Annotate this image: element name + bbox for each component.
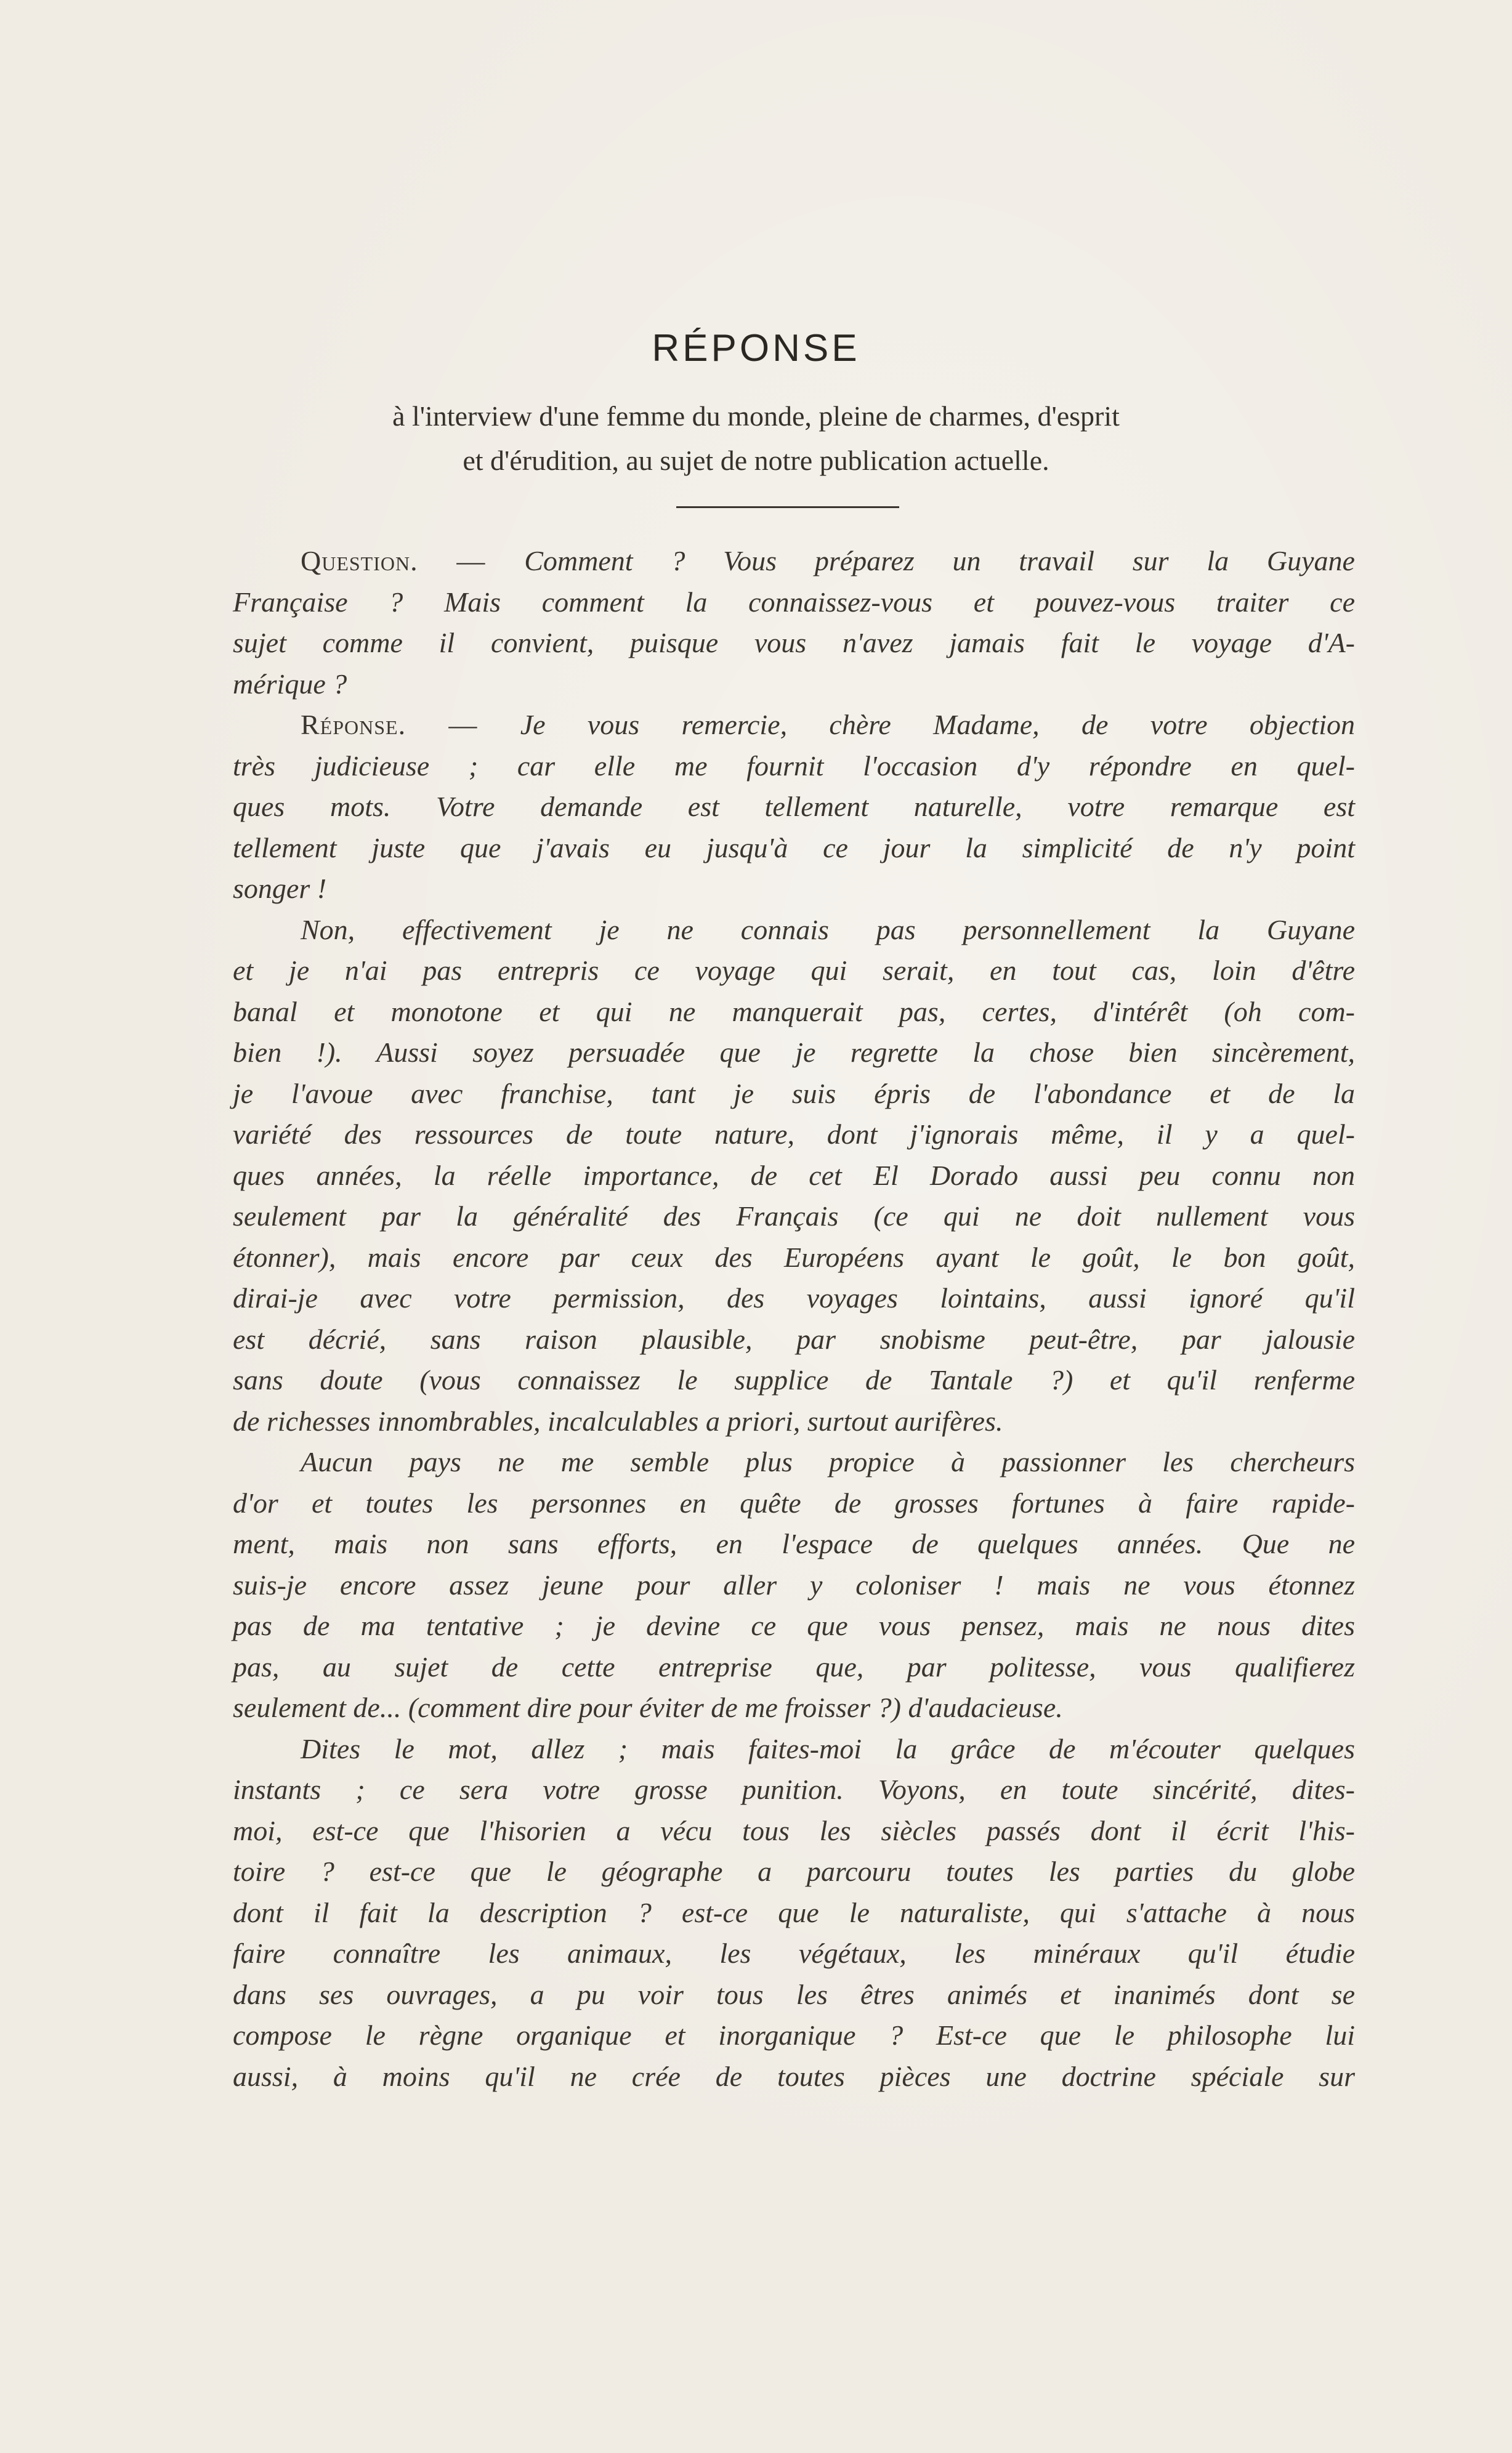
text-line: [233, 623, 1355, 664]
line-text: songer !: [233, 873, 327, 904]
text-line: [233, 1729, 1355, 1770]
line-text: Française ? Mais comment la connaissez-vous et pouvez-vous traiter ce: [233, 586, 1355, 618]
text-line: [233, 1360, 1355, 1401]
text-line: [233, 1278, 1355, 1319]
speaker-label: Réponse. —: [301, 709, 520, 740]
line-text: de richesses innombrables, incalculables a priori, surtout aurifères.: [233, 1405, 1003, 1437]
line-text: pas, au sujet de cette entreprise que, par politesse, vous qualifierez: [233, 1651, 1355, 1683]
line-text: pas de ma tentative ; je devine ce que vous pensez, mais ne nous dites: [233, 1610, 1355, 1641]
line-text: toire ? est-ce que le géographe a parcouru toutes les parties du globe: [233, 1856, 1355, 1887]
line-text: sujet comme il convient, puisque vous n'avez jamais fait le voyage d'A-: [233, 627, 1355, 658]
line-text: Comment ? Vous préparez un travail sur la Guyane: [524, 545, 1355, 576]
text-line: [233, 1565, 1355, 1606]
text-line: [233, 992, 1355, 1033]
text-line: [233, 1974, 1355, 2016]
line-text: Non, effectivement je ne connais pas personnellement la Guyane: [301, 913, 1355, 945]
line-text: dirai-je avec votre permission, des voyages lointains, aussi ignoré qu'il: [233, 1282, 1355, 1314]
page-title: RÉPONSE: [652, 327, 860, 370]
text-line: [233, 828, 1355, 869]
text-line: [233, 786, 1355, 828]
body-text: [233, 541, 1355, 2097]
line-text: banal et monotone et qui ne manquerait pas, certes, d'intérêt (oh com-: [233, 995, 1355, 1027]
text-line: [233, 910, 1355, 951]
line-text: aussi, à moins qu'il ne crée de toutes pièces une doctrine spéciale sur: [233, 2060, 1355, 2092]
subtitle: [0, 394, 1512, 483]
text-line: [233, 1933, 1355, 1974]
line-text: seulement de... (comment dire pour éviter de me froisser ?) d'audacieuse.: [233, 1692, 1063, 1723]
line-text: ques années, la réelle importance, de cet El Dorado aussi peu connu non: [233, 1159, 1355, 1191]
text-line: [233, 1442, 1355, 1483]
text-line: [233, 1687, 1355, 1729]
text-line: [233, 1647, 1355, 1688]
text-line: [233, 541, 1355, 582]
line-text: je l'avoue avec franchise, tant je suis épris de l'abondance et de la: [233, 1077, 1355, 1109]
line-text: seulement par la généralité des Français (ce qui ne doit nullement vous: [233, 1200, 1355, 1232]
line-text: bien !). Aussi soyez persuadée que je regrette la chose bien sincèrement,: [233, 1037, 1355, 1068]
text-line: [233, 1524, 1355, 1565]
text-line: [233, 868, 1355, 910]
line-text: Aucun pays ne me semble plus propice à passionner les chercheurs: [301, 1446, 1355, 1477]
line-text: et je n'ai pas entrepris ce voyage qui serait, en tout cas, loin d'être: [233, 955, 1355, 986]
line-text: faire connaître les animaux, les végétaux, les minéraux qu'il étudie: [233, 1938, 1355, 1969]
text-line: [233, 582, 1355, 623]
line-text: d'or et toutes les personnes en quête de grosses fortunes à faire rapide-: [233, 1487, 1355, 1519]
line-text: Je vous remercie, chère Madame, de votre objection: [520, 709, 1355, 740]
line-text: tellement juste que j'avais eu jusqu'à ce jour la simplicité de n'y point: [233, 831, 1355, 863]
line-text: instants ; ce sera votre grosse punition. Voyons, en toute sincérité, dites-: [233, 1774, 1355, 1805]
subtitle-line: et d'érudition, au sujet de notre publication actuelle.: [463, 445, 1049, 476]
text-line: [233, 2056, 1355, 2098]
text-line: [233, 950, 1355, 992]
text-line: [233, 1114, 1355, 1155]
text-line: [233, 1237, 1355, 1279]
text-line: [233, 1319, 1355, 1360]
line-text: dans ses ouvrages, a pu voir tous les êtres animés et inanimés dont se: [233, 1978, 1355, 2010]
speaker-label: Question. —: [301, 545, 525, 576]
line-text: ques mots. Votre demande est tellement naturelle, votre remarque est: [233, 791, 1355, 822]
text-line: [233, 2015, 1355, 2056]
line-text: est décrié, sans raison plausible, par snobisme peut-être, par jalousie: [233, 1323, 1355, 1355]
text-line: [233, 1483, 1355, 1524]
line-text: Dites le mot, allez ; mais faites-moi la grâce de m'écouter quelques: [301, 1732, 1355, 1764]
text-line: [233, 664, 1355, 705]
text-line: [233, 1401, 1355, 1442]
text-line: [233, 1851, 1355, 1893]
subtitle-line: à l'interview d'une femme du monde, pleine de charmes, d'esprit: [392, 400, 1120, 432]
line-text: dont il fait la description ? est-ce que le naturaliste, qui s'attache à nous: [233, 1896, 1355, 1928]
line-text: très judicieuse ; car elle me fournit l'occasion d'y répondre en quel-: [233, 750, 1355, 782]
text-line: [233, 1769, 1355, 1811]
text-line: [233, 705, 1355, 746]
line-text: mérique ?: [233, 668, 347, 700]
line-text: moi, est-ce que l'hisorien a vécu tous les siècles passés dont il écrit l'his-: [233, 1814, 1355, 1846]
line-text: suis-je encore assez jeune pour aller y coloniser ! mais ne vous étonnez: [233, 1569, 1355, 1601]
text-line: [233, 1032, 1355, 1073]
text-line: [233, 746, 1355, 787]
line-text: compose le règne organique et inorganique ? Est-ce que le philosophe lui: [233, 2019, 1355, 2051]
line-text: sans doute (vous connaissez le supplice de Tantale ?) et qu'il renferme: [233, 1364, 1355, 1396]
text-line: [233, 1606, 1355, 1647]
text-line: [233, 1893, 1355, 1934]
text-line: [233, 1073, 1355, 1115]
line-text: ment, mais non sans efforts, en l'espace de quelques années. Que ne: [233, 1528, 1355, 1559]
text-line: [233, 1196, 1355, 1237]
text-line: [233, 1811, 1355, 1852]
line-text: variété des ressources de toute nature, dont j'ignorais même, il y a quel-: [233, 1118, 1355, 1150]
title-rule-divider: [676, 506, 899, 508]
text-line: [233, 1155, 1355, 1197]
line-text: étonner), mais encore par ceux des Européens ayant le goût, le bon goût,: [233, 1241, 1355, 1273]
